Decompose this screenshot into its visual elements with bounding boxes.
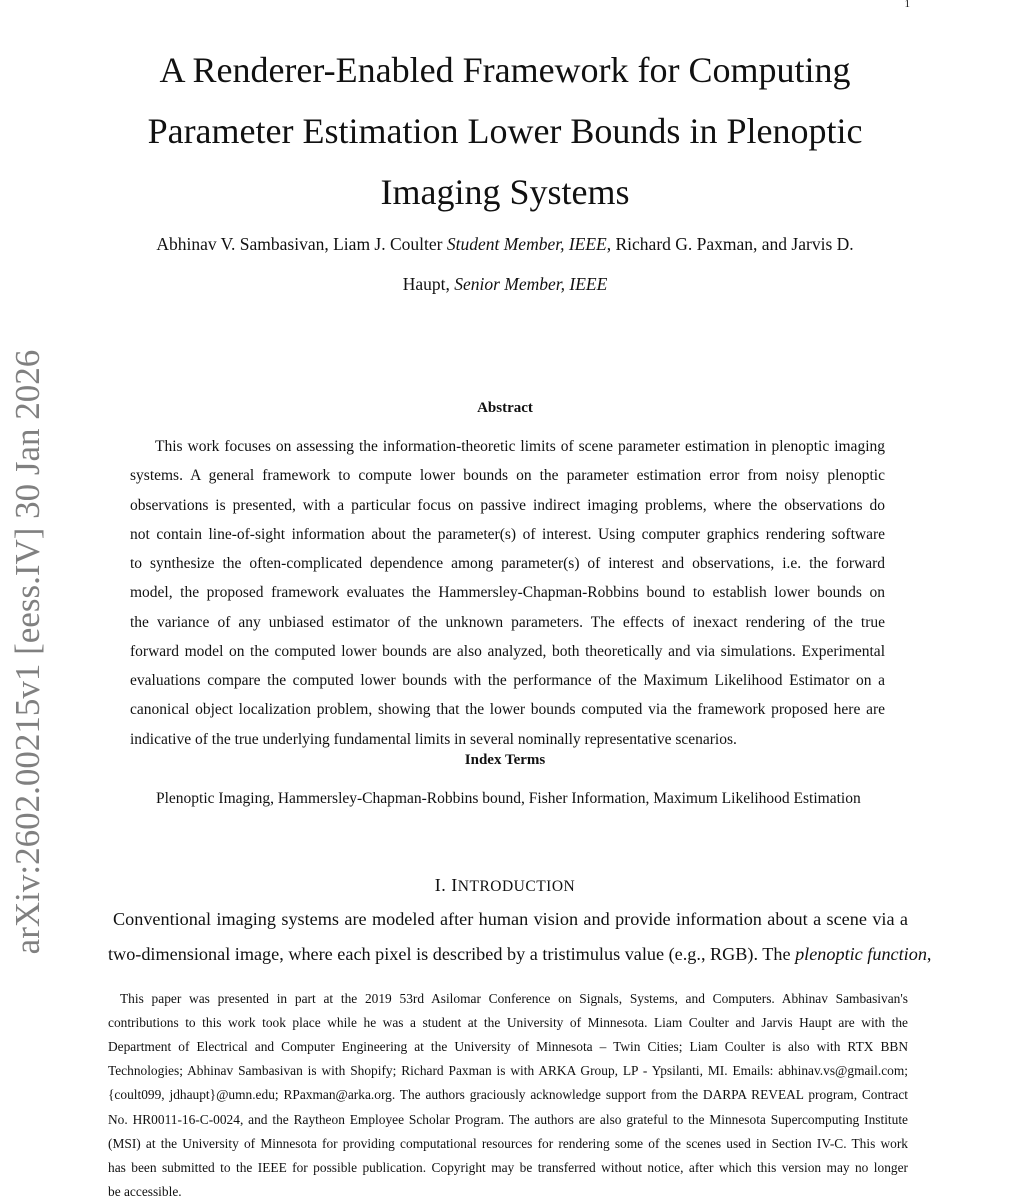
author-names: , Richard G. Paxman, and Jarvis D. xyxy=(606,234,854,254)
section-title: NTRODUCTION xyxy=(457,878,576,895)
abstract-line: the variance of any unbiased estimator of the unknown parameters. The effects of inexact rendering of the true xyxy=(130,613,885,631)
intro-emphasis: plenoptic function xyxy=(795,944,927,964)
abstract-line: model, the proposed framework evaluates the Hammersley-Chapman-Robbins bound to establish lower bounds on xyxy=(130,584,885,602)
index-terms-heading: Index Terms xyxy=(464,752,546,768)
title-line: Parameter Estimation Lower Bounds in Plenoptic xyxy=(147,111,863,151)
author-names: Abhinav V. Sambasivan, Liam J. Coulter xyxy=(156,234,447,254)
author-names: Haupt, xyxy=(402,274,455,294)
author-list xyxy=(100,224,910,304)
title-line: A Renderer-Enabled Framework for Computing xyxy=(159,50,851,90)
abstract-line: to synthesize the often-complicated dependence among parameter(s) of interest and observations, i.e. the forward xyxy=(130,555,885,572)
abstract-heading: Abstract xyxy=(477,400,533,416)
abstract-line: This work focuses on assessing the information-theoretic limits of scene parameter estimation in plenoptic imaging xyxy=(155,438,885,455)
author-membership: Student Member, IEEE xyxy=(446,234,607,254)
footnote-line: has been submitted to the IEEE for possible publication. Copyright may be transferred without notice, after which this version may no longer xyxy=(108,1159,908,1175)
intro-line: Conventional imaging systems are modeled after human vision and provide information about a scene via a xyxy=(113,909,908,929)
section-heading-introduction xyxy=(100,875,910,896)
abstract-line: not contain line-of-sight information about the parameter(s) of interest. Using computer graphics rendering software xyxy=(130,525,885,543)
arxiv-stamp: arXiv:2602.00215v1 [eess.IV] 30 Jan 2026 xyxy=(8,349,47,955)
footnote-line: (MSI) at the University of Minnesota for providing computational resources for rendering some of the scenes used in Section IV-C. This work xyxy=(108,1135,908,1151)
page-number: 1 xyxy=(904,0,910,10)
abstract-line: observations is presented, with a particular focus on passive indirect imaging problems, where the observations do xyxy=(130,496,885,514)
abstract-line: evaluations compare the computed lower bounds with the performance of the Maximum Likelihood Estimator on a xyxy=(130,672,885,689)
abstract-line: systems. A general framework to compute lower bounds on the parameter estimation error from noisy plenoptic xyxy=(130,467,885,485)
author-membership: Senior Member, IEEE xyxy=(454,274,608,294)
footnote-line: be accessible. xyxy=(108,1183,182,1199)
abstract-line: canonical object localization problem, showing that the lower bounds computed via the framework proposed here are xyxy=(130,701,885,719)
footnote-line: This paper was presented in part at the 2019 53rd Asilomar Conference on Signals, Systems, and Computers. Abhinav Sambasivan's xyxy=(120,991,908,1006)
footnote-line: Department of Electrical and Computer Engineering at the University of Minnesota – Twin Cities; Liam Coulter is also with RTX BBN xyxy=(108,1039,908,1055)
index-terms-text: Plenoptic Imaging, Hammersley-Chapman-Robbins bound, Fisher Information, Maximum Likelihood Estimation xyxy=(156,790,861,807)
footnote-line: No. HR0011-16-C-0024, and the Raytheon Employee Scholar Program. The authors are also grateful to the Minnesota Supercomputing Institute xyxy=(108,1111,908,1127)
abstract-line: indicative of the true underlying fundamental limits in several nominally representative scenarios. xyxy=(130,730,737,748)
intro-line xyxy=(108,944,932,965)
abstract-line: forward model on the computed lower bounds are also analyzed, both theoretically and via simulations. Experimental xyxy=(130,642,885,660)
intro-text: two-dimensional image, where each pixel is described by a tristimulus value (e.g., RGB). The xyxy=(108,944,796,964)
paper-title xyxy=(0,40,1010,223)
title-line: Imaging Systems xyxy=(380,172,630,212)
footnote-line: Technologies; Abhinav Sambasivan is with Shopify; Richard Paxman is with ARKA Group, LP - Ypsilanti, MI. Emails: abhinav.vs@gmail.com; xyxy=(108,1063,908,1079)
intro-text: , xyxy=(926,944,932,964)
footnote-line: {coult099, jdhaupt}@umn.edu; RPaxman@arka.org. The authors graciously acknowledge support from the DARPA REVEAL program, Contract xyxy=(108,1087,908,1103)
footnote-line: contributions to this work took place while he was a student at the University of Minnesota. Liam Coulter and Jarvis Haupt are with the xyxy=(108,1015,908,1031)
section-number: I. I xyxy=(434,875,458,895)
